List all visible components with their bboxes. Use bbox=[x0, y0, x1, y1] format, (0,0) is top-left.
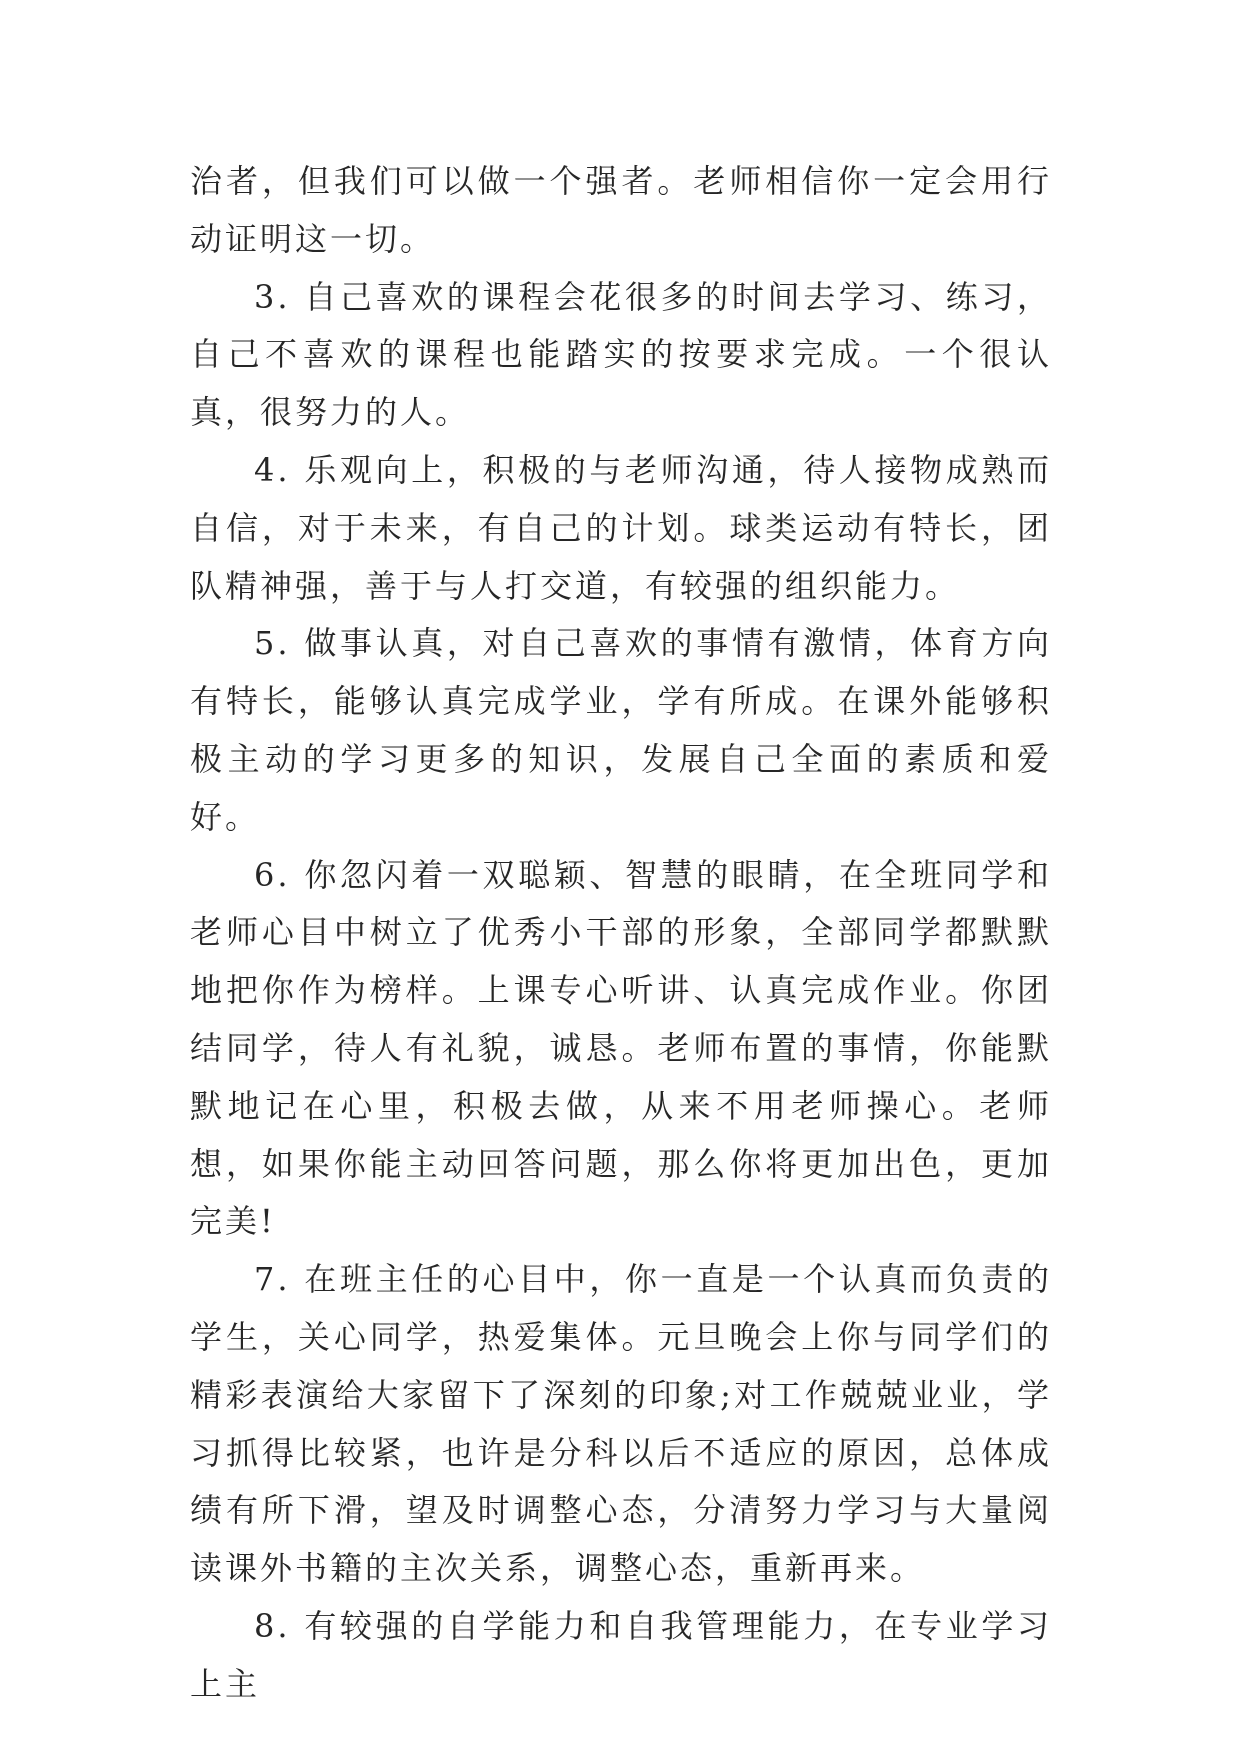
paragraph-item-4: 4. 乐观向上，积极的与老师沟通，待人接物成熟而自信，对于未来，有自己的计划。球类运动有特长，团队精神强，善于与人打交道，有较强的组织能力。 bbox=[190, 450, 1052, 605]
paragraph-item-8: 8. 有较强的自学能力和自我管理能力，在专业学习上主 bbox=[190, 1606, 1052, 1703]
paragraph-item-3: 3. 自己喜欢的课程会花很多的时间去学习、练习，自己不喜欢的课程也能踏实的按要求完成。一个很认真，很努力的人。 bbox=[190, 277, 1052, 432]
document-body bbox=[190, 153, 1052, 1714]
paragraph-item-7: 7. 在班主任的心目中，你一直是一个认真而负责的学生，关心同学，热爱集体。元旦晚会上你与同学们的精彩表演给大家留下了深刻的印象;对工作兢兢业业，学习抓得比较紧，也许是分科以后不适应的原因，总体成绩有所下滑，望及时调整心态，分清努力学习与大量阅读课外书籍的主次关系，调整心态，重新再来。 bbox=[190, 1260, 1052, 1588]
paragraph-item-5: 5. 做事认真，对自己喜欢的事情有激情，体育方向有特长，能够认真完成学业，学有所成。在课外能够积极主动的学习更多的知识，发展自己全面的素质和爱好。 bbox=[190, 624, 1052, 836]
paragraph-continuation: 治者，但我们可以做一个强者。老师相信你一定会用行动证明这一切。 bbox=[190, 162, 1052, 258]
paragraph-item-6: 6. 你忽闪着一双聪颖、智慧的眼睛，在全班同学和老师心目中树立了优秀小干部的形象，全部同学都默默地把你作为榜样。上课专心听讲、认真完成作业。你团结同学，待人有礼貌，诚恳。老师布置的事情，你能默默地记在心里，积极去做，从来不用老师操心。老师想，如果你能主动回答问题，那么你将更加出色，更加完美! bbox=[190, 855, 1052, 1241]
